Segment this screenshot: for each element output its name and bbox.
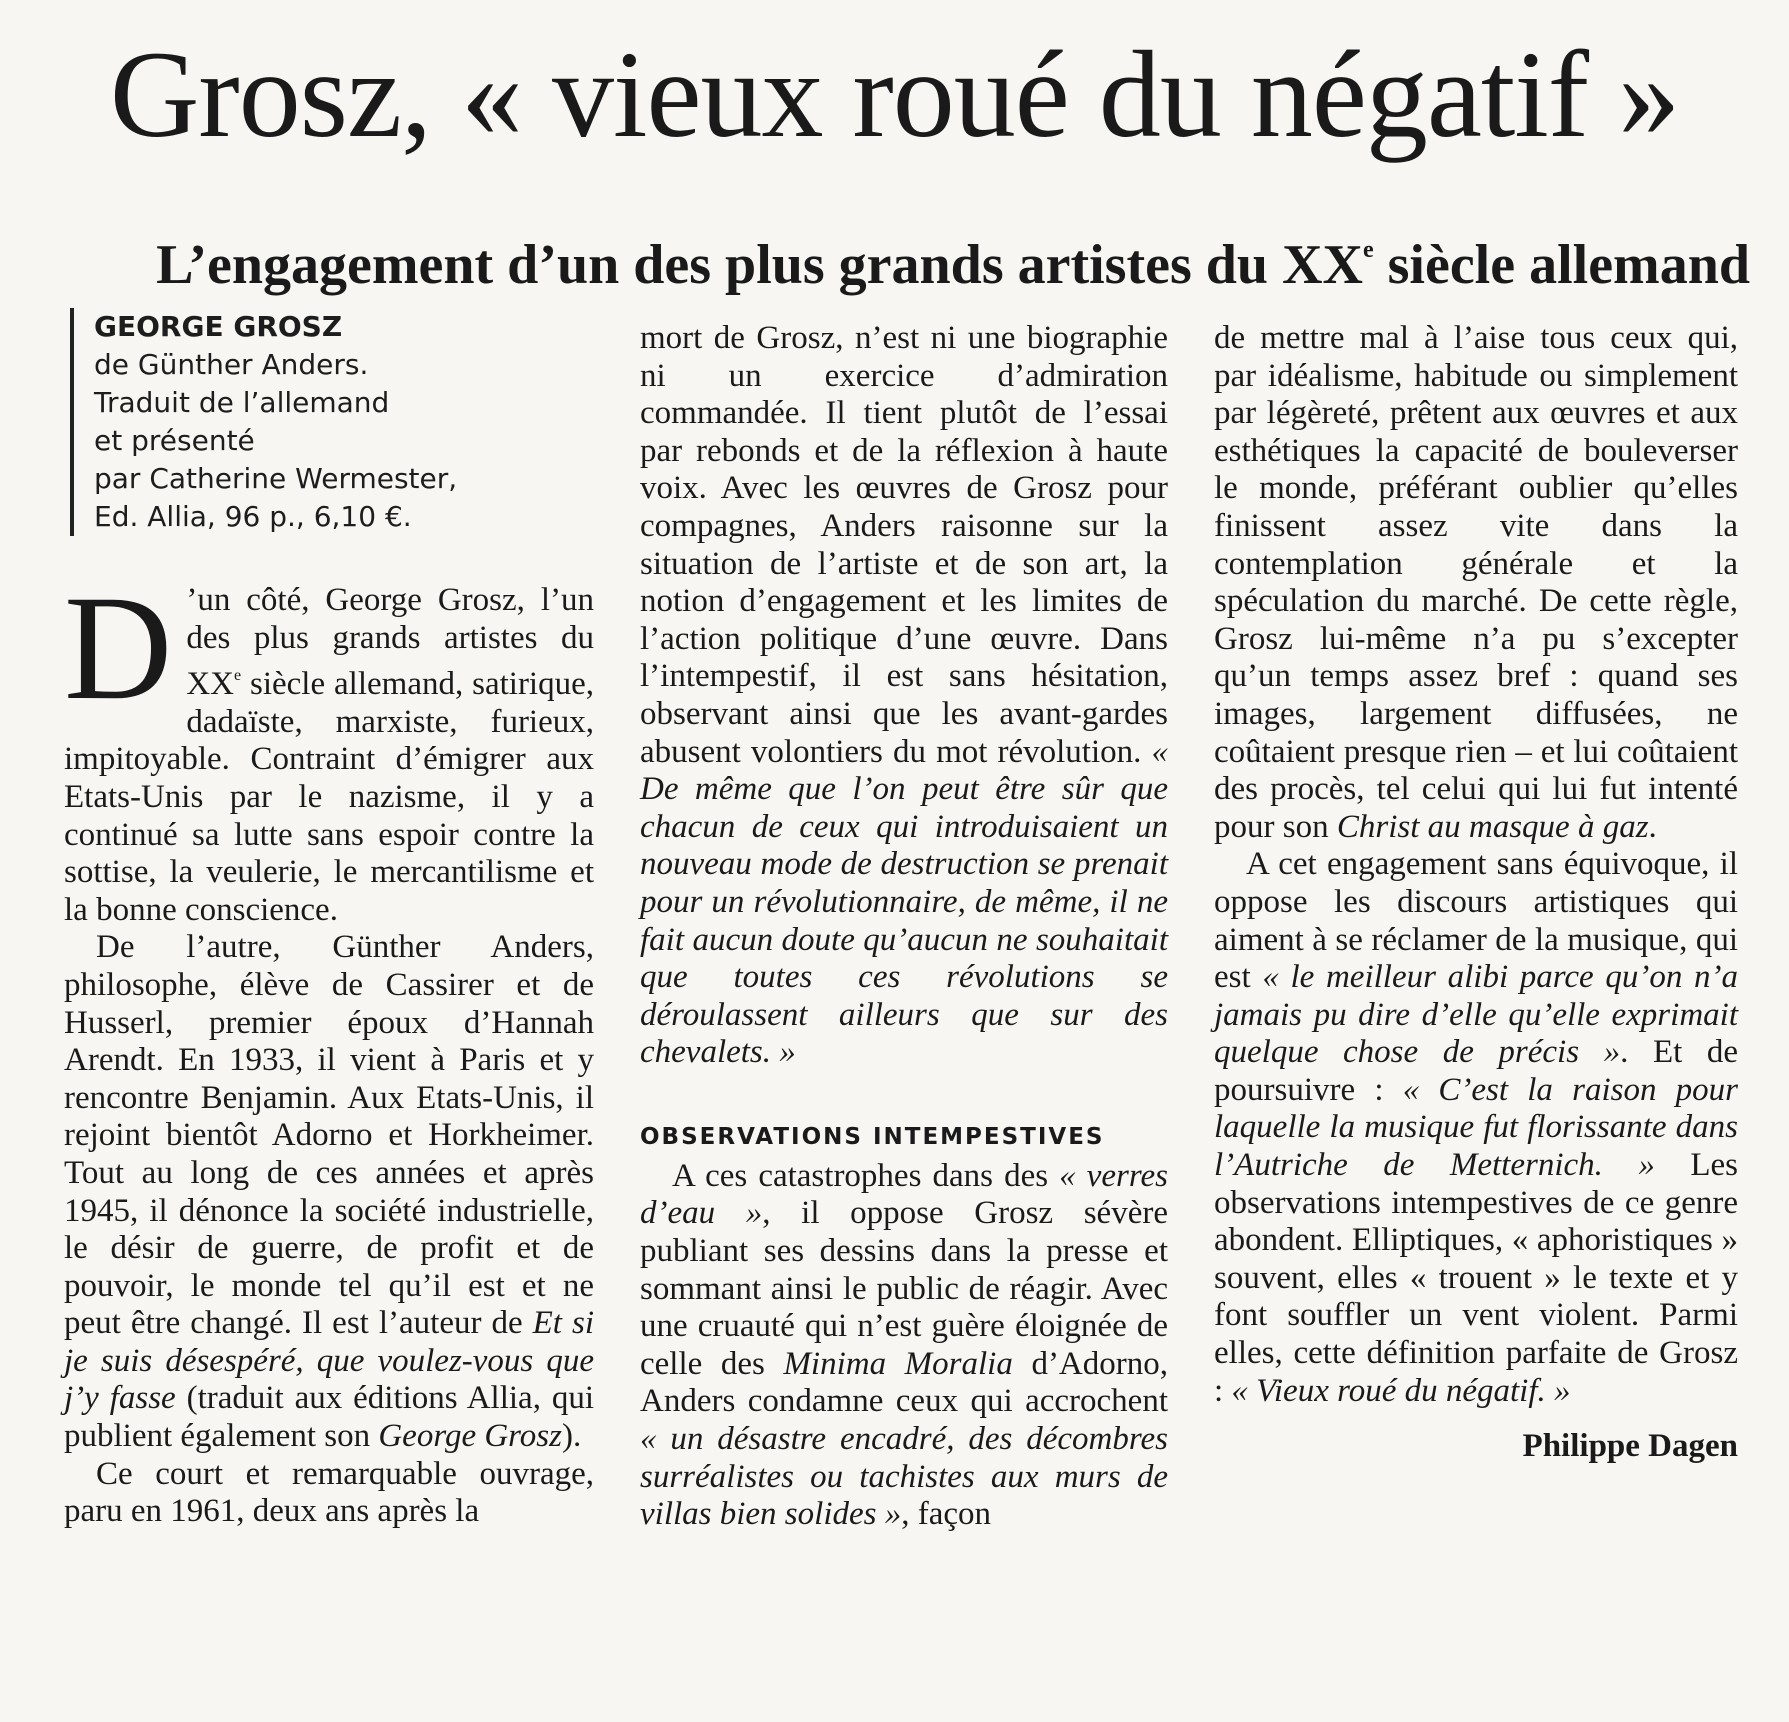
article-paragraph (64, 565, 594, 929)
italic-text: George Grosz (378, 1418, 562, 1455)
book-presented: et présenté (94, 424, 255, 457)
italic-text: « De même que l’on peut être sûr que chacun de ceux qui introduisaient un nouveau mode de destruction se prenait pour un révolutionnaire, de même, il ne fait aucun doute qu’aucun ne souhaitait que toutes ces révolutions se déroulassent ailleurs que sur des chevalets. » (640, 733, 1168, 1071)
italic-text: « Vieux roué du négatif. » (1231, 1372, 1571, 1409)
article-paragraph: A cet engagement sans équivoque, il oppose les discours artistiques qui aiment à se réclamer de la musique, qui est « le meilleur alibi parce qu’on n’a jamais pu dire d’elle qu’elle exprimait quelque chose de précis ». Et de poursuivre : « C’est la raison pour laquelle la musique fut florissante dans l’Autriche de Metternich. » Les observations intempestives de ce genre abondent. Elliptiques, « aphoristiques » souvent, elles « trouent » le texte et y font souffler un vent violent. Parmi elles, cette définition parfaite de Grosz : « Vieux roué du négatif. » (1214, 846, 1738, 1409)
article-paragraph: De l’autre, Günther Anders, philosophe, élève de Cassirer et de Husserl, premier époux d’Hannah Arendt. En 1933, il vient à Paris et y rencontre Benjamin. Aux Etats-Unis, il rejoint bientôt Adorno et Horkheimer. Tout au long de ces années et après 1945, il dénonce la société industrielle, le désir de guerre, de profit et de pouvoir, le monde tel qu’il est et ne peut être changé. Il est l’auteur de Et si je suis désespéré, que voulez-vous que j’y fasse (traduit aux éditions Allia, qui publient également son George Grosz). (64, 929, 594, 1455)
paragraph-content: de mettre mal à l’aise tous ceux qui, par idéalisme, habitude ou simplement par légèreté, prêtent aux œuvres et aux esthétiques la capacité de bouleverser le monde, préférant oublier qu’elles finissent assez vite dans la contemplation générale et la spéculation du marché. De cette règle, Grosz lui-même n’a pu s’excepter qu’un temps assez bref : quand ses images, largement diffusées, ne coûtaient presque rien – et lui coûtaient des procès, tel celui qui lui fut intenté pour son Christ au masque à gaz. (1214, 320, 1738, 845)
article-column-3 (1214, 320, 1738, 1466)
paragraph-content: mort de Grosz, n’est ni une biographie ni un exercice d’admiration commandée. Il tient plutôt de l’essai par rebonds et de la réflexion à haute voix. Avec les œuvres de Grosz pour compagnes, Anders raisonne sur la situation de l’artiste et de son art, la notion d’engagement et les limites de l’action politique d’une œuvre. Dans l’intempestif, il est sans hésitation, observant ainsi que les avant-gardes abusent volontiers du mot révolution. « De même que l’on peut être sûr que chacun de ceux qui introduisaient un nouveau mode de destruction se prenait pour un révolutionnaire, de même, il ne fait aucun doute qu’aucun ne souhaitait que toutes ces révolutions se déroulassent ailleurs que sur des chevalets. » (640, 320, 1168, 1071)
italic-text: « verres d’eau » (640, 1157, 1168, 1232)
article-paragraph (640, 1158, 1168, 1534)
paragraph-content: Ce court et remarquable ouvrage, paru en 1961, deux ans après la (64, 1455, 594, 1530)
book-author: de Günther Anders. (94, 348, 369, 381)
superscript: e (234, 667, 242, 685)
italic-text: Christ au masque à gaz (1336, 808, 1649, 845)
paragraph-content: A ces catastrophes dans des « verres d’eau », il oppose Grosz sévère publiant ses dessins dans la presse et sommant ainsi le public de réagir. Avec une cruauté qui n’est guère éloignée de celle des Minima Moralia d’Adorno, Anders condamne ceux qui accrochent « un désastre encadré, des décombres surréalistes ou tachistes aux murs de villas bien solides », façon (640, 1157, 1169, 1533)
article-column-1 (64, 565, 594, 1531)
article-column-2 (640, 320, 1168, 1534)
headline: Grosz, « vieux roué du négatif » (109, 26, 1680, 163)
italic-text: « C’est la raison pour laquelle la musique fut florissante dans l’Autriche de Metternich. » (1214, 1071, 1738, 1184)
book-translator: par Catherine Wermester, (94, 462, 458, 495)
subheadline-text: L’engagement d’un des plus grands artistes du XX (156, 234, 1363, 296)
paragraph-content: ’un côté, George Grosz, l’un des plus grands artistes du XXe siècle allemand, satirique, dadaïste, marxiste, furieux, impitoyable. Contraint d’émigrer aux Etats-Unis par le nazisme, il y a continué sa lutte sans espoir contre la sottise, la veulerie, le mercantilisme et la bonne conscience. (64, 582, 594, 928)
italic-text: « le meilleur alibi parce qu’on n’a jamais pu dire d’elle qu’elle exprimait quelque chose de précis » (1214, 959, 1738, 1071)
italic-text: Minima Moralia (783, 1345, 1013, 1382)
article-paragraph (64, 1456, 594, 1531)
article-paragraph-continued (640, 320, 1168, 1072)
book-title: GEORGE GROSZ (94, 310, 343, 343)
section-heading: OBSERVATIONS INTEMPESTIVES (640, 1123, 1105, 1150)
subheadline-text-end: siècle allemand (1373, 234, 1750, 296)
subheadline-superscript: e (1362, 237, 1374, 263)
drop-cap: D (64, 565, 173, 731)
author-signature: Philippe Dagen (1522, 1428, 1738, 1465)
article-paragraph-continued (1214, 320, 1738, 846)
book-credits (70, 308, 534, 536)
italic-text: « un désastre encadré, des décombres surréalistes ou tachistes aux murs de villas bien solides » (640, 1421, 1168, 1533)
book-publisher: Ed. Allia, 96 p., 6,10 €. (94, 500, 412, 533)
subheadline (60, 205, 1750, 310)
book-translation: Traduit de l’allemand (94, 386, 390, 419)
italic-text: Et si je suis désespéré, que voulez-vous que j’y fasse (64, 1305, 594, 1417)
